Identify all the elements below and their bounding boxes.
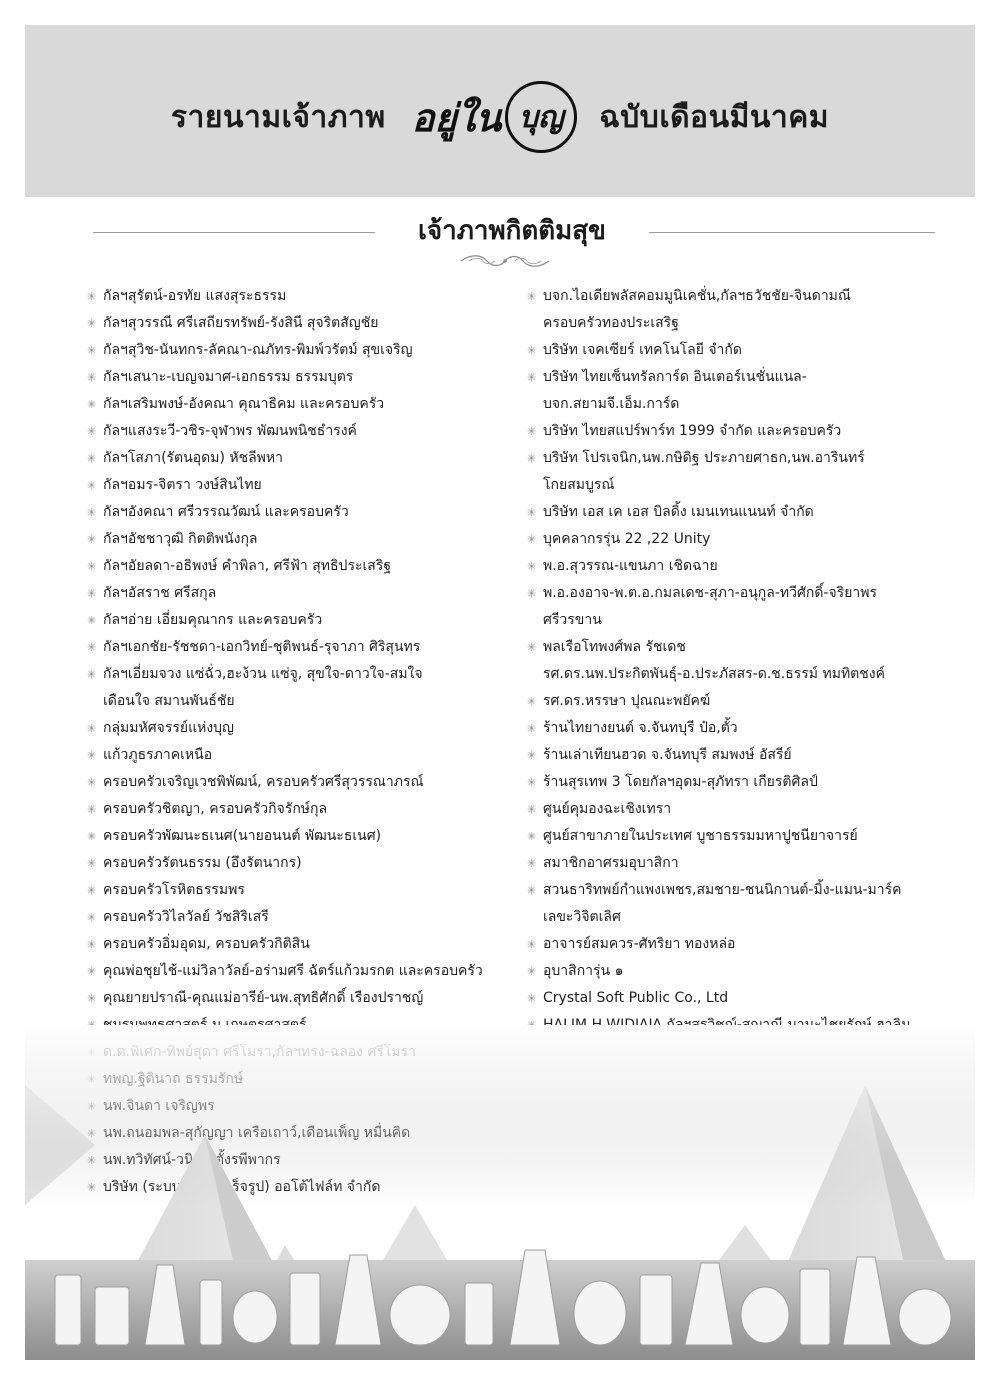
list-item-line: บริษัท ไทยเซ็นทรัลการ์ด อินเตอร์เนชั่นแนล-	[543, 369, 807, 385]
asterisk-bullet-icon: ✳	[527, 722, 537, 735]
list-item-text	[103, 337, 413, 364]
list-item-line: บริษัท โปรเจนิก,นพ.กษิดิฐ ประภายศาธก,นพ.อารินทร์	[543, 450, 865, 466]
flourish-ornament-icon	[455, 253, 555, 269]
list-item-line: ครอบครัวโรหิตธรรมพร	[103, 882, 245, 898]
list-item-line: ครอบครัววิไลวัลย์ วัชสิริเสรี	[103, 909, 269, 925]
list-item-line: ครอบครัวเจริญเวชพิพัฒน์, ครอบครัวศรีสุวรรณาภรณ์	[103, 774, 424, 790]
list-item-text	[543, 580, 877, 634]
list-item	[87, 580, 507, 607]
list-item-text	[543, 499, 814, 526]
list-item-line: กัลฯอังคณา ศรีวรรณวัฒน์ และครอบครัว	[103, 504, 349, 520]
list-item	[527, 850, 947, 877]
list-item-text	[103, 661, 423, 715]
asterisk-bullet-icon: ✳	[87, 587, 97, 600]
list-item-line: รศ.ดร.นพ.ประกิตพันธุ์-อ.ประภัสสร-ด.ช.ธรรม์ ทมทิตชงค์	[543, 666, 885, 682]
list-item-line: บุคคลากรรุ่น 22 ,22 Unity	[543, 531, 711, 547]
list-item-text	[543, 688, 710, 715]
list-item-line: กัลฯเสริมพงษ์-อังคณา คุณาธิคม และครอบครัว	[103, 396, 385, 412]
asterisk-bullet-icon: ✳	[87, 803, 97, 816]
list-item	[527, 634, 947, 688]
list-item	[527, 283, 947, 337]
list-item	[87, 364, 507, 391]
list-item-line: กลุ่มมหัศจรรย์แห่งบุญ	[103, 720, 234, 736]
list-item	[87, 958, 507, 985]
list-item-line: โกยสมบูรณ์	[543, 477, 615, 493]
asterisk-bullet-icon: ✳	[87, 371, 97, 384]
list-item-text	[543, 877, 902, 931]
list-item-text	[103, 283, 286, 310]
asterisk-bullet-icon: ✳	[527, 884, 537, 897]
asterisk-bullet-icon: ✳	[87, 911, 97, 924]
list-item	[527, 796, 947, 823]
list-item-text	[543, 796, 671, 823]
list-item	[527, 526, 947, 553]
list-item	[87, 553, 507, 580]
list-item-line: ครอบครัวพัฒนะธเนศ(นายอนนต์ พัฒนะธเนศ)	[103, 828, 382, 844]
list-item-line: ครอบครัวอิ่มอุดม, ครอบครัวกิติสิน	[103, 936, 310, 952]
asterisk-bullet-icon: ✳	[87, 533, 97, 546]
list-item-line: ศูนย์สาขาภายในประเทศ บูชาธรรมมหาปูชนียาจารย์	[543, 828, 858, 844]
list-item-line: คุณพ่อชุยไช้-แม่วิลาวัลย์-อร่ามศรี ฉัตร์แก้วมรกต และครอบครัว	[103, 963, 483, 979]
list-item-line: ศรีวรขาน	[543, 612, 602, 628]
list-item-line: เดือนใจ สมานพันธ์ชัย	[103, 693, 235, 709]
asterisk-bullet-icon: ✳	[87, 425, 97, 438]
list-item-line: กัลฯอัสราช ศรีสกุล	[103, 585, 217, 601]
asterisk-bullet-icon: ✳	[87, 749, 97, 762]
section-heading	[25, 208, 975, 258]
list-item	[527, 688, 947, 715]
list-item	[87, 337, 507, 364]
asterisk-bullet-icon: ✳	[87, 506, 97, 519]
list-item-line: ร้านเล่าเทียนฮวด จ.จันทบุรี สมพงษ์ อัสรีย์	[543, 747, 792, 763]
list-item-text	[543, 418, 841, 445]
logo-script-text: อยู่ใน	[411, 94, 502, 140]
list-item	[87, 742, 507, 769]
list-item	[527, 742, 947, 769]
logo-circle-text: บุญ	[505, 81, 577, 153]
list-item-text	[103, 823, 381, 850]
list-item-line: บริษัท เจคเซียร์ เทคโนโลยี จำกัด	[543, 342, 742, 358]
list-item-text	[543, 715, 738, 742]
list-item-text	[103, 310, 378, 337]
list-item	[87, 445, 507, 472]
list-item	[527, 364, 947, 418]
list-item-line: อุบาสิการุ่น ๑	[543, 963, 624, 979]
asterisk-bullet-icon: ✳	[527, 587, 537, 600]
list-item-text	[103, 607, 322, 634]
list-item-text	[543, 850, 679, 877]
asterisk-bullet-icon: ✳	[527, 506, 537, 519]
asterisk-bullet-icon: ✳	[527, 290, 537, 303]
list-item-text	[543, 931, 735, 958]
asterisk-bullet-icon: ✳	[527, 938, 537, 951]
list-item-text	[103, 904, 269, 931]
list-item-text	[103, 445, 283, 472]
asterisk-bullet-icon: ✳	[527, 803, 537, 816]
asterisk-bullet-icon: ✳	[527, 695, 537, 708]
header-right-title: ฉบับเดือนมีนาคม	[599, 99, 830, 135]
list-item	[87, 715, 507, 742]
list-item-line: อาจารย์สมควร-ศัทริยา ทองหล่อ	[543, 936, 736, 952]
list-item	[527, 823, 947, 850]
asterisk-bullet-icon: ✳	[87, 479, 97, 492]
asterisk-bullet-icon: ✳	[87, 938, 97, 951]
list-item-line: แก้วภูธรภาคเหนือ	[103, 747, 213, 763]
list-item-line: ครอบครัวทองประเสริฐ	[543, 315, 679, 331]
list-item	[87, 526, 507, 553]
section-title: เจ้าภาพกิตติมสุข	[418, 216, 606, 246]
list-item	[87, 823, 507, 850]
list-item-line: พ.อ.สุวรรณ-แขนภา เชิดฉาย	[543, 558, 718, 574]
right-column	[527, 283, 947, 1039]
list-item	[87, 310, 507, 337]
asterisk-bullet-icon: ✳	[87, 317, 97, 330]
list-item	[87, 283, 507, 310]
list-item-text	[103, 634, 420, 661]
list-item	[87, 985, 507, 1012]
list-item-line: กัลฯอ่าย เอี่ยมคุณากร และครอบครัว	[103, 612, 323, 628]
list-item-line: ครอบครัวชิตญา, ครอบครัวกิจรักษ์กุล	[103, 801, 328, 817]
list-item	[527, 958, 947, 985]
list-item-text	[543, 553, 718, 580]
list-item-line: บริษัท เอส เค เอส บิลดิ้ง เมนเทนแนนท์ จำกัด	[543, 504, 814, 520]
asterisk-bullet-icon: ✳	[87, 344, 97, 357]
list-item-text	[103, 526, 258, 553]
list-item-text	[103, 985, 423, 1012]
list-item-line: ศูนย์คุมองฉะเชิงเทรา	[543, 801, 672, 817]
list-item-line: กัลฯสุวิช-นันทกร-ลัคณา-ณภัทร-พิมพ์วรัตม์ สุขเจริญ	[103, 342, 413, 358]
asterisk-bullet-icon: ✳	[87, 992, 97, 1005]
asterisk-bullet-icon: ✳	[87, 857, 97, 870]
heading-rule-right	[649, 232, 935, 233]
asterisk-bullet-icon: ✳	[527, 776, 537, 789]
list-item-text	[543, 445, 865, 499]
list-item	[87, 499, 507, 526]
list-item	[87, 877, 507, 904]
list-item	[527, 580, 947, 634]
list-item	[527, 985, 947, 1012]
list-item	[527, 499, 947, 526]
asterisk-bullet-icon: ✳	[87, 614, 97, 627]
list-item	[87, 391, 507, 418]
asterisk-bullet-icon: ✳	[527, 965, 537, 978]
list-item-line: กัลฯแสงระวี-วชิร-จุฬาพร พัฒนพนิชธำรงค์	[103, 423, 357, 439]
list-item-line: ร้านสุรเทพ 3 โดยกัลฯอุดม-สุภัทรา เกียรติศิลป์	[543, 774, 818, 790]
list-item-text	[543, 337, 742, 364]
list-item	[87, 634, 507, 661]
list-item-text	[543, 742, 792, 769]
list-item	[527, 877, 947, 931]
list-item	[87, 607, 507, 634]
list-item	[527, 337, 947, 364]
list-item	[87, 931, 507, 958]
list-item-line: Crystal Soft Public Co., Ltd	[543, 990, 729, 1006]
list-item-text	[103, 472, 262, 499]
heading-rule-left	[93, 232, 375, 233]
list-item	[87, 472, 507, 499]
asterisk-bullet-icon: ✳	[527, 371, 537, 384]
asterisk-bullet-icon: ✳	[87, 398, 97, 411]
list-item-text	[103, 931, 310, 958]
list-item-text	[543, 634, 885, 688]
list-item-text	[543, 364, 807, 418]
list-item	[87, 418, 507, 445]
list-item-text	[103, 553, 391, 580]
page	[25, 25, 975, 1360]
list-item-text	[103, 715, 234, 742]
list-item-line: คุณยายปราณี-คุณแม่อารีย์-นพ.สุทธิศักดิ์ เรืองปราชญ์	[103, 990, 424, 1006]
list-item-text	[103, 364, 353, 391]
asterisk-bullet-icon: ✳	[87, 290, 97, 303]
list-item-text	[103, 418, 357, 445]
header-left-title: รายนามเจ้าภาพ	[170, 99, 386, 135]
asterisk-bullet-icon: ✳	[527, 830, 537, 843]
asterisk-bullet-icon: ✳	[527, 641, 537, 654]
list-item	[87, 661, 507, 715]
list-item-text	[543, 985, 728, 1012]
list-item-line: สวนธาริทพย์กำแพงเพชร,สมชาย-ชนนิกานต์-มิ้ง-แมน-มาร์ค	[543, 882, 902, 898]
list-item-line: พ.อ.องอาจ-พ.ต.อ.กมลเดช-สุภา-อนุกูล-ทวีศักดิ์-จริยาพร	[543, 585, 878, 601]
list-item-text	[543, 823, 858, 850]
list-item-text	[103, 769, 423, 796]
asterisk-bullet-icon: ✳	[87, 884, 97, 897]
crystal-pyramids-decoration	[25, 1025, 975, 1360]
header-band	[25, 25, 975, 197]
list-item	[527, 715, 947, 742]
list-item-line: พลเรือโทพงศ์พล รัชเดช	[543, 639, 686, 655]
asterisk-bullet-icon: ✳	[87, 452, 97, 465]
list-item-line: กัลฯโสภา(รัตนอุดม) หัชลีพหา	[103, 450, 283, 466]
asterisk-bullet-icon: ✳	[87, 560, 97, 573]
header-title-row	[25, 77, 975, 157]
list-item	[87, 904, 507, 931]
list-item-line: กัลฯอัชชาวุฒิ กิตติพนังกุล	[103, 531, 258, 547]
list-item-text	[103, 391, 384, 418]
asterisk-bullet-icon: ✳	[87, 776, 97, 789]
list-item	[87, 796, 507, 823]
list-item-text	[543, 283, 851, 337]
asterisk-bullet-icon: ✳	[87, 641, 97, 654]
list-item-line: กัลฯอมร-จิตรา วงษ์สินไทย	[103, 477, 262, 493]
list-item	[527, 418, 947, 445]
list-item-line: บจก.สยามจี.เอ็ม.การ์ด	[543, 396, 680, 412]
asterisk-bullet-icon: ✳	[87, 722, 97, 735]
list-item-line: บริษัท ไทยสแปร์พาร์ท 1999 จำกัด และครอบครัว	[543, 423, 842, 439]
asterisk-bullet-icon: ✳	[87, 830, 97, 843]
asterisk-bullet-icon: ✳	[527, 560, 537, 573]
list-item-text	[543, 769, 818, 796]
asterisk-bullet-icon: ✳	[87, 965, 97, 978]
list-item-line: กัลฯเสนาะ-เบญจมาศ-เอกธรรม ธรรมบุตร	[103, 369, 354, 385]
list-item-text	[103, 958, 483, 985]
list-item	[527, 769, 947, 796]
list-item-line: ครอบครัวรัตนธรรม (อึงรัตนากร)	[103, 855, 302, 871]
list-item-line: สมาชิกอาศรมอุบาสิกา	[543, 855, 679, 871]
list-item-line: กัลฯเอี่ยมจวง แซ่ฉั่ว,ฮะง้วน แซ่จู, สุขใจ-ดาวใจ-สมใจ	[103, 666, 423, 682]
asterisk-bullet-icon: ✳	[527, 425, 537, 438]
list-item-text	[103, 742, 212, 769]
list-item-line: ร้านไทยางยนต์ จ.จันทบุรี ป๋อ,ตั้ว	[543, 720, 738, 736]
list-item	[87, 769, 507, 796]
asterisk-bullet-icon: ✳	[527, 857, 537, 870]
asterisk-bullet-icon: ✳	[87, 668, 97, 681]
asterisk-bullet-icon: ✳	[527, 533, 537, 546]
asterisk-bullet-icon: ✳	[527, 452, 537, 465]
list-item	[527, 553, 947, 580]
list-item-line: กัลฯเอกชัย-รัชชดา-เอกวิทย์-ชุติพนธ์-รุจาภา ศิริสุนทร	[103, 639, 421, 655]
list-item-text	[543, 958, 623, 985]
list-item	[527, 445, 947, 499]
magazine-logo	[412, 81, 578, 153]
list-item	[527, 931, 947, 958]
list-item-line: กัลฯสุวรรณี ศรีเสถียรทรัพย์-รังสินี สุจริตสัญชัย	[103, 315, 379, 331]
list-item	[87, 850, 507, 877]
list-item-line: กัลฯอัยลดา-อธิพงษ์ คำพิลา, ศรีฟ้า สุทธิประเสริฐ	[103, 558, 392, 574]
asterisk-bullet-icon: ✳	[527, 344, 537, 357]
asterisk-bullet-icon: ✳	[527, 992, 537, 1005]
list-item-text	[103, 580, 216, 607]
list-item-line: บจก.ไอเดียพลัสคอมมูนิเคชั่น,กัลฯธวัชชัย-จินดามณี	[543, 288, 851, 304]
list-item-text	[103, 877, 245, 904]
list-item-text	[103, 499, 349, 526]
asterisk-bullet-icon: ✳	[527, 749, 537, 762]
list-item-line: รศ.ดร.หรรษา ปุณณะพยัคฆ์	[543, 693, 711, 709]
list-item-line: กัลฯสุรัตน์-อรทัย แสงสุระธรรม	[103, 288, 287, 304]
list-item-text	[103, 796, 327, 823]
list-item-text	[543, 526, 710, 553]
list-item-line: เลขะวิจิตเลิศ	[543, 909, 621, 925]
list-item-text	[103, 850, 302, 877]
